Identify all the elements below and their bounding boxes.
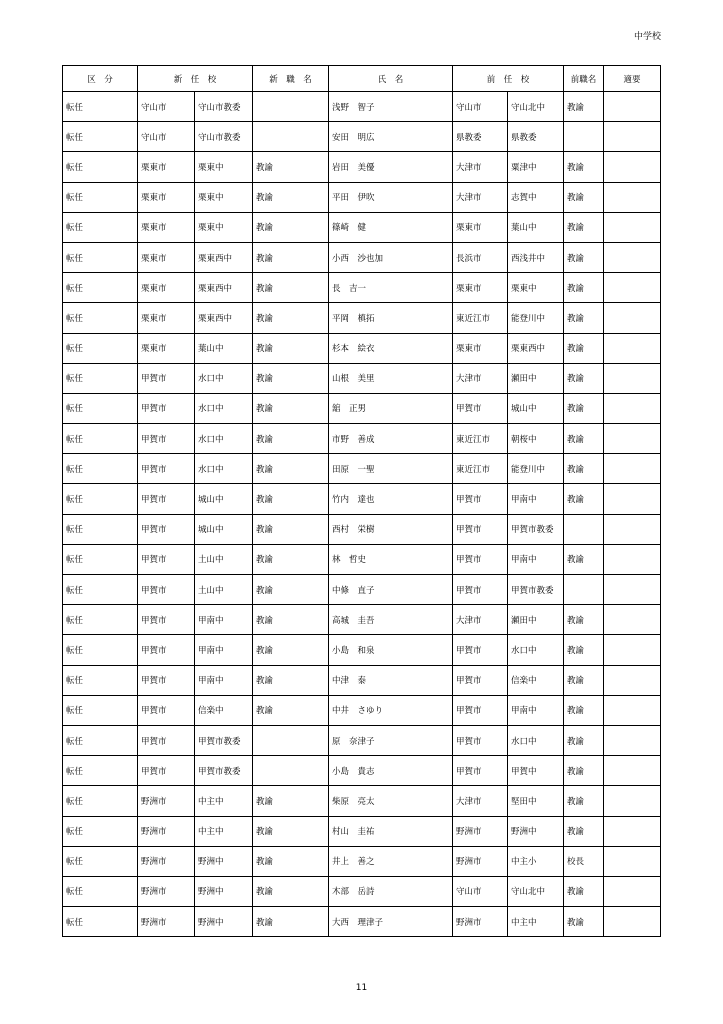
table-row — [63, 363, 661, 393]
cell-name: 竹内 達也 — [329, 484, 453, 514]
cell-new-city: 甲賀市 — [138, 575, 195, 605]
cell-new-city: 栗東市 — [138, 182, 195, 212]
cell-prev-school: 水口中 — [508, 635, 564, 665]
cell-category: 転任 — [63, 544, 138, 574]
cell-category: 転任 — [63, 424, 138, 454]
cell-name: 舘 正男 — [329, 393, 453, 423]
cell-category: 転任 — [63, 756, 138, 786]
cell-prev-school: 能登川中 — [508, 454, 564, 484]
cell-category: 転任 — [63, 303, 138, 333]
cell-prev-city: 野洲市 — [453, 816, 508, 846]
cell-prev-school: 野洲中 — [508, 816, 564, 846]
cell-name: 篠崎 健 — [329, 212, 453, 242]
cell-prev-school: 甲賀市教委 — [508, 575, 564, 605]
cell-prev-school: 栗東西中 — [508, 333, 564, 363]
table-row — [63, 152, 661, 182]
header-previous-position: 前職名 — [564, 66, 604, 92]
cell-new-position: 教諭 — [253, 605, 329, 635]
cell-prev-position: 教諭 — [564, 786, 604, 816]
cell-name: 木部 岳詩 — [329, 876, 453, 906]
cell-category: 転任 — [63, 846, 138, 876]
cell-prev-city: 甲賀市 — [453, 544, 508, 574]
cell-prev-school: 甲賀中 — [508, 756, 564, 786]
cell-prev-position: 教諭 — [564, 816, 604, 846]
cell-category: 転任 — [63, 665, 138, 695]
cell-new-school: 城山中 — [195, 484, 253, 514]
cell-new-position: 教諭 — [253, 665, 329, 695]
cell-prev-city: 野洲市 — [453, 846, 508, 876]
cell-remarks — [604, 454, 661, 484]
cell-prev-position: 教諭 — [564, 333, 604, 363]
cell-name: 林 哲史 — [329, 544, 453, 574]
cell-name: 平岡 槙拓 — [329, 303, 453, 333]
cell-new-school: 葉山中 — [195, 333, 253, 363]
cell-new-school: 野洲中 — [195, 846, 253, 876]
cell-new-city: 野洲市 — [138, 876, 195, 906]
cell-prev-city: 甲賀市 — [453, 514, 508, 544]
cell-new-city: 甲賀市 — [138, 544, 195, 574]
cell-prev-position: 教諭 — [564, 665, 604, 695]
cell-new-school: 栗東西中 — [195, 242, 253, 272]
table-header-row — [63, 66, 661, 92]
cell-remarks — [604, 152, 661, 182]
header-previous-school: 前 任 校 — [453, 66, 564, 92]
cell-prev-position: 教諭 — [564, 152, 604, 182]
table-row — [63, 876, 661, 906]
table-row — [63, 242, 661, 272]
cell-new-school: 信楽中 — [195, 695, 253, 725]
cell-category: 転任 — [63, 575, 138, 605]
table-row — [63, 605, 661, 635]
cell-name: 中井 さゆり — [329, 695, 453, 725]
cell-name: 中條 直子 — [329, 575, 453, 605]
cell-new-school: 守山市教委 — [195, 122, 253, 152]
cell-new-position: 教諭 — [253, 363, 329, 393]
cell-new-school: 栗東西中 — [195, 303, 253, 333]
cell-new-city: 守山市 — [138, 92, 195, 122]
cell-name: 小島 貴志 — [329, 756, 453, 786]
cell-prev-school: 甲南中 — [508, 695, 564, 725]
cell-prev-city: 長浜市 — [453, 242, 508, 272]
cell-prev-position: 教諭 — [564, 454, 604, 484]
cell-category: 転任 — [63, 212, 138, 242]
cell-remarks — [604, 393, 661, 423]
cell-prev-position: 教諭 — [564, 92, 604, 122]
cell-prev-school: 瀬田中 — [508, 363, 564, 393]
cell-new-position: 教諭 — [253, 182, 329, 212]
cell-prev-position: 教諭 — [564, 635, 604, 665]
cell-new-position: 教諭 — [253, 907, 329, 937]
table-row — [63, 514, 661, 544]
cell-prev-school: 甲賀市教委 — [508, 514, 564, 544]
table-row — [63, 695, 661, 725]
table-row — [63, 846, 661, 876]
cell-prev-school: 志賀中 — [508, 182, 564, 212]
cell-category: 転任 — [63, 242, 138, 272]
cell-category: 転任 — [63, 816, 138, 846]
cell-prev-city: 大津市 — [453, 182, 508, 212]
header-new-school: 新 任 校 — [138, 66, 253, 92]
cell-new-school: 甲南中 — [195, 665, 253, 695]
cell-new-position: 教諭 — [253, 816, 329, 846]
cell-category: 転任 — [63, 454, 138, 484]
table-row — [63, 756, 661, 786]
table-row — [63, 424, 661, 454]
cell-new-school: 水口中 — [195, 393, 253, 423]
cell-prev-city: 大津市 — [453, 786, 508, 816]
cell-prev-position: 教諭 — [564, 605, 604, 635]
cell-remarks — [604, 182, 661, 212]
cell-new-city: 甲賀市 — [138, 454, 195, 484]
cell-prev-city: 大津市 — [453, 363, 508, 393]
cell-name: 岩田 美優 — [329, 152, 453, 182]
cell-prev-city: 県教委 — [453, 122, 508, 152]
cell-name: 高城 圭吾 — [329, 605, 453, 635]
cell-category: 転任 — [63, 786, 138, 816]
cell-new-city: 野洲市 — [138, 907, 195, 937]
cell-prev-position: 教諭 — [564, 876, 604, 906]
cell-new-school: 土山中 — [195, 575, 253, 605]
cell-name: 原 奈津子 — [329, 725, 453, 755]
cell-prev-school: 甲南中 — [508, 544, 564, 574]
cell-new-position: 教諭 — [253, 393, 329, 423]
cell-new-city: 野洲市 — [138, 786, 195, 816]
cell-category: 転任 — [63, 876, 138, 906]
cell-prev-position — [564, 575, 604, 605]
personnel-transfer-table — [62, 65, 661, 937]
cell-prev-position: 教諭 — [564, 484, 604, 514]
cell-name: 中津 泰 — [329, 665, 453, 695]
cell-new-position: 教諭 — [253, 635, 329, 665]
cell-new-position: 教諭 — [253, 544, 329, 574]
cell-new-position — [253, 725, 329, 755]
page-number: 11 — [355, 983, 368, 993]
table-row — [63, 544, 661, 574]
cell-new-school: 城山中 — [195, 514, 253, 544]
cell-remarks — [604, 544, 661, 574]
cell-prev-school: 城山中 — [508, 393, 564, 423]
cell-new-school: 土山中 — [195, 544, 253, 574]
header-category: 区 分 — [63, 66, 138, 92]
cell-new-city: 甲賀市 — [138, 393, 195, 423]
cell-prev-school: 中主小 — [508, 846, 564, 876]
cell-prev-city: 野洲市 — [453, 907, 508, 937]
cell-remarks — [604, 484, 661, 514]
cell-prev-position: 教諭 — [564, 242, 604, 272]
cell-name: 浅野 智子 — [329, 92, 453, 122]
cell-new-school: 栗東中 — [195, 182, 253, 212]
cell-category: 転任 — [63, 273, 138, 303]
cell-prev-position: 教諭 — [564, 725, 604, 755]
cell-new-school: 中主中 — [195, 786, 253, 816]
cell-category: 転任 — [63, 484, 138, 514]
cell-prev-city: 栗東市 — [453, 333, 508, 363]
cell-new-position: 教諭 — [253, 454, 329, 484]
cell-new-city: 甲賀市 — [138, 424, 195, 454]
table-row — [63, 665, 661, 695]
cell-prev-city: 守山市 — [453, 876, 508, 906]
cell-new-city: 甲賀市 — [138, 695, 195, 725]
cell-name: 市野 善成 — [329, 424, 453, 454]
cell-prev-city: 東近江市 — [453, 424, 508, 454]
cell-prev-city: 甲賀市 — [453, 393, 508, 423]
cell-new-city: 栗東市 — [138, 303, 195, 333]
cell-remarks — [604, 514, 661, 544]
cell-remarks — [604, 725, 661, 755]
cell-prev-school: 粟津中 — [508, 152, 564, 182]
cell-prev-position: 教諭 — [564, 303, 604, 333]
cell-name: 西村 栄樹 — [329, 514, 453, 544]
cell-prev-school: 瀬田中 — [508, 605, 564, 635]
cell-new-city: 栗東市 — [138, 152, 195, 182]
cell-prev-school: 朝桜中 — [508, 424, 564, 454]
cell-prev-position: 教諭 — [564, 182, 604, 212]
cell-new-city: 甲賀市 — [138, 635, 195, 665]
cell-prev-position: 教諭 — [564, 544, 604, 574]
cell-prev-position: 校長 — [564, 846, 604, 876]
cell-new-position: 教諭 — [253, 303, 329, 333]
cell-new-city: 栗東市 — [138, 333, 195, 363]
cell-new-city: 甲賀市 — [138, 605, 195, 635]
table-row — [63, 816, 661, 846]
cell-prev-school: 葉山中 — [508, 212, 564, 242]
cell-prev-position: 教諭 — [564, 907, 604, 937]
cell-new-school: 甲賀市教委 — [195, 756, 253, 786]
table-row — [63, 303, 661, 333]
cell-prev-position: 教諭 — [564, 393, 604, 423]
cell-new-position: 教諭 — [253, 695, 329, 725]
table-row — [63, 575, 661, 605]
cell-new-school: 栗東西中 — [195, 273, 253, 303]
cell-prev-city: 甲賀市 — [453, 575, 508, 605]
cell-new-position — [253, 756, 329, 786]
table-row — [63, 393, 661, 423]
cell-new-city: 野洲市 — [138, 816, 195, 846]
cell-remarks — [604, 846, 661, 876]
cell-category: 転任 — [63, 92, 138, 122]
cell-prev-city: 守山市 — [453, 92, 508, 122]
cell-new-city: 野洲市 — [138, 846, 195, 876]
cell-new-position: 教諭 — [253, 514, 329, 544]
cell-new-position: 教諭 — [253, 333, 329, 363]
cell-prev-city: 栗東市 — [453, 273, 508, 303]
cell-prev-city: 大津市 — [453, 152, 508, 182]
cell-prev-city: 甲賀市 — [453, 725, 508, 755]
cell-prev-school: 守山北中 — [508, 876, 564, 906]
cell-new-position: 教諭 — [253, 786, 329, 816]
cell-remarks — [604, 635, 661, 665]
table-row — [63, 725, 661, 755]
cell-prev-school: 守山北中 — [508, 92, 564, 122]
cell-remarks — [604, 665, 661, 695]
cell-new-position: 教諭 — [253, 273, 329, 303]
cell-prev-school: 甲南中 — [508, 484, 564, 514]
table-row — [63, 907, 661, 937]
cell-name: 平田 伊吹 — [329, 182, 453, 212]
table-row — [63, 122, 661, 152]
cell-prev-city: 甲賀市 — [453, 484, 508, 514]
cell-remarks — [604, 786, 661, 816]
cell-category: 転任 — [63, 907, 138, 937]
cell-category: 転任 — [63, 122, 138, 152]
cell-new-city: 甲賀市 — [138, 363, 195, 393]
cell-remarks — [604, 756, 661, 786]
cell-new-school: 水口中 — [195, 363, 253, 393]
cell-name: 田原 一聖 — [329, 454, 453, 484]
cell-name: 小西 沙也加 — [329, 242, 453, 272]
cell-remarks — [604, 92, 661, 122]
cell-new-city: 甲賀市 — [138, 725, 195, 755]
table-row — [63, 273, 661, 303]
cell-remarks — [604, 333, 661, 363]
cell-category: 転任 — [63, 695, 138, 725]
cell-new-position: 教諭 — [253, 876, 329, 906]
cell-remarks — [604, 363, 661, 393]
cell-prev-city: 甲賀市 — [453, 695, 508, 725]
cell-remarks — [604, 876, 661, 906]
table-row — [63, 635, 661, 665]
cell-category: 転任 — [63, 333, 138, 363]
cell-remarks — [604, 575, 661, 605]
cell-category: 転任 — [63, 514, 138, 544]
cell-new-school: 甲賀市教委 — [195, 725, 253, 755]
cell-new-school: 栗東中 — [195, 152, 253, 182]
cell-new-position: 教諭 — [253, 152, 329, 182]
cell-prev-school: 能登川中 — [508, 303, 564, 333]
cell-category: 転任 — [63, 182, 138, 212]
cell-new-position: 教諭 — [253, 846, 329, 876]
school-level-label: 中学校 — [633, 32, 661, 42]
cell-new-position: 教諭 — [253, 424, 329, 454]
cell-prev-city: 東近江市 — [453, 303, 508, 333]
cell-name: 長 吉一 — [329, 273, 453, 303]
cell-name: 村山 圭祐 — [329, 816, 453, 846]
cell-prev-position: 教諭 — [564, 363, 604, 393]
table-row — [63, 484, 661, 514]
table-row — [63, 786, 661, 816]
cell-new-position — [253, 122, 329, 152]
table-row — [63, 92, 661, 122]
cell-prev-school: 信楽中 — [508, 665, 564, 695]
cell-name: 小島 和泉 — [329, 635, 453, 665]
cell-prev-position: 教諭 — [564, 212, 604, 242]
cell-remarks — [604, 273, 661, 303]
cell-remarks — [604, 242, 661, 272]
cell-new-school: 栗東中 — [195, 212, 253, 242]
cell-new-position: 教諭 — [253, 484, 329, 514]
cell-new-position: 教諭 — [253, 212, 329, 242]
cell-new-city: 甲賀市 — [138, 514, 195, 544]
cell-prev-position — [564, 514, 604, 544]
cell-new-city: 甲賀市 — [138, 665, 195, 695]
table-row — [63, 333, 661, 363]
cell-new-position: 教諭 — [253, 575, 329, 605]
cell-remarks — [604, 605, 661, 635]
cell-remarks — [604, 424, 661, 454]
cell-name: 大西 理津子 — [329, 907, 453, 937]
cell-prev-school: 中主中 — [508, 907, 564, 937]
cell-prev-position: 教諭 — [564, 695, 604, 725]
header-remarks: 適要 — [604, 66, 661, 92]
cell-remarks — [604, 122, 661, 152]
cell-new-city: 栗東市 — [138, 212, 195, 242]
cell-prev-position: 教諭 — [564, 756, 604, 786]
cell-prev-city: 東近江市 — [453, 454, 508, 484]
cell-prev-city: 甲賀市 — [453, 756, 508, 786]
cell-new-city: 甲賀市 — [138, 756, 195, 786]
cell-prev-city: 甲賀市 — [453, 665, 508, 695]
cell-category: 転任 — [63, 152, 138, 182]
cell-new-school: 野洲中 — [195, 876, 253, 906]
cell-category: 転任 — [63, 605, 138, 635]
cell-remarks — [604, 303, 661, 333]
cell-new-city: 守山市 — [138, 122, 195, 152]
cell-prev-school: 栗東中 — [508, 273, 564, 303]
header-new-position: 新 職 名 — [253, 66, 329, 92]
cell-prev-school: 西浅井中 — [508, 242, 564, 272]
cell-new-city: 甲賀市 — [138, 484, 195, 514]
cell-new-position: 教諭 — [253, 242, 329, 272]
cell-new-city: 栗東市 — [138, 242, 195, 272]
cell-category: 転任 — [63, 635, 138, 665]
cell-remarks — [604, 907, 661, 937]
cell-prev-position: 教諭 — [564, 273, 604, 303]
cell-new-city: 栗東市 — [138, 273, 195, 303]
cell-name: 井上 善之 — [329, 846, 453, 876]
header-name: 氏 名 — [329, 66, 453, 92]
cell-prev-city: 甲賀市 — [453, 635, 508, 665]
cell-remarks — [604, 695, 661, 725]
cell-category: 転任 — [63, 725, 138, 755]
cell-new-school: 甲南中 — [195, 605, 253, 635]
cell-prev-position — [564, 122, 604, 152]
table-row — [63, 212, 661, 242]
cell-name: 柴原 亮太 — [329, 786, 453, 816]
cell-new-school: 守山市教委 — [195, 92, 253, 122]
cell-prev-school: 県教委 — [508, 122, 564, 152]
cell-new-school: 水口中 — [195, 454, 253, 484]
cell-category: 転任 — [63, 393, 138, 423]
cell-prev-city: 栗東市 — [453, 212, 508, 242]
table-row — [63, 454, 661, 484]
cell-name: 安田 明広 — [329, 122, 453, 152]
cell-prev-school: 堅田中 — [508, 786, 564, 816]
cell-category: 転任 — [63, 363, 138, 393]
table-row — [63, 182, 661, 212]
cell-new-position — [253, 92, 329, 122]
cell-name: 山根 美里 — [329, 363, 453, 393]
cell-new-school: 中主中 — [195, 816, 253, 846]
cell-prev-school: 水口中 — [508, 725, 564, 755]
cell-remarks — [604, 816, 661, 846]
cell-name: 杉本 絵衣 — [329, 333, 453, 363]
cell-new-school: 甲南中 — [195, 635, 253, 665]
cell-new-school: 野洲中 — [195, 907, 253, 937]
cell-remarks — [604, 212, 661, 242]
cell-prev-city: 大津市 — [453, 605, 508, 635]
cell-prev-position: 教諭 — [564, 424, 604, 454]
cell-new-school: 水口中 — [195, 424, 253, 454]
